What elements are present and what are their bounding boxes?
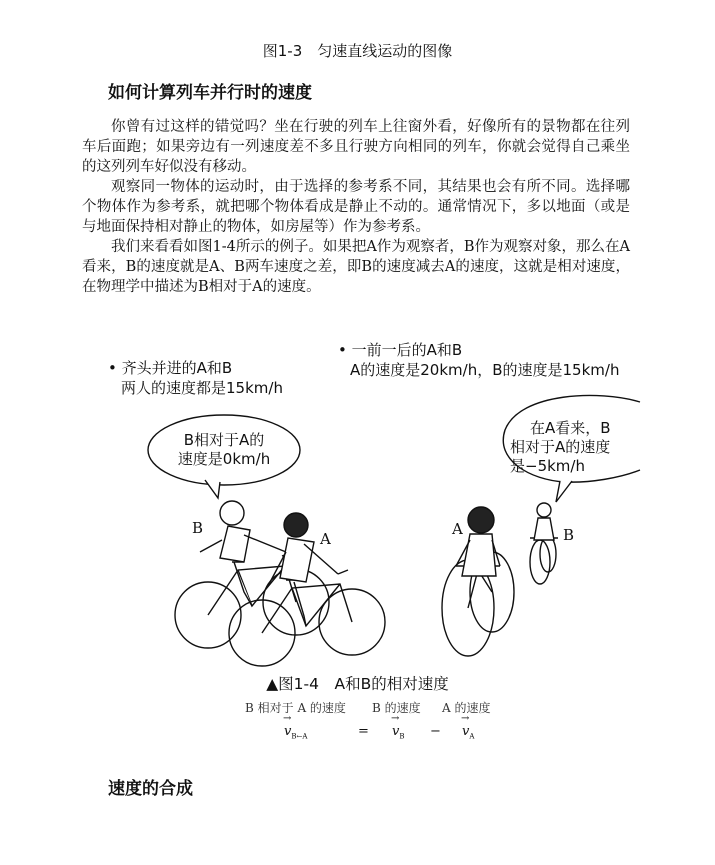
- bubble-right-line2: 相对于A的速度: [510, 438, 611, 456]
- figure-caption: ▲图1-4 A和B的相对速度: [266, 675, 449, 693]
- paragraph-3: 我们来看看如图1-4所示的例子。如果把A作为观察者，B作为观察对象，那么在A看来，B的速度就是A、B两车速度之差，即B的速度减去A的速度，这就是相对速度，在物理学中描述为B相对于A的速度。: [82, 239, 630, 295]
- bullet-right-line2: A的速度是20km/h，B的速度是15km/h: [350, 361, 620, 379]
- eq-word-b: B 的速度: [372, 701, 421, 715]
- rider-b-left: [200, 501, 286, 606]
- label-b-right: B: [563, 526, 575, 544]
- bullet-side-by-side: [108, 358, 283, 398]
- bullet-dot-icon: •: [108, 359, 122, 377]
- bubble-right-line3: 是−5km/h: [510, 457, 585, 475]
- bullet-one-behind: [338, 340, 650, 380]
- bubble-left-text: [160, 431, 288, 469]
- rider-b-right: [534, 503, 554, 540]
- bubble-right-text: [510, 419, 640, 476]
- bullet-dot-icon: •: [338, 341, 352, 359]
- eq-minus: −: [430, 724, 441, 739]
- label-a-left: A: [320, 530, 331, 548]
- bubble-right-line1: 在A看来，B: [530, 419, 611, 437]
- body-text: [82, 117, 630, 297]
- eq-v-a: → $v_A$: [461, 713, 475, 741]
- label-a-right: A: [452, 520, 463, 538]
- bullet-left-line2: 两人的速度都是15km/h: [121, 379, 283, 397]
- eq-word-relative: B 相对于 A 的速度: [245, 701, 346, 715]
- bullet-right-line1: 一前一后的A和B: [351, 341, 463, 359]
- bicycle-a-left: [229, 570, 385, 666]
- section-title-trains: 如何计算列车并行时的速度: [108, 83, 312, 103]
- top-figure-caption: 图1-3 匀速直线运动的图像: [262, 42, 453, 60]
- paragraph-2: 观察同一物体的运动时，由于选择的参考系不同，其结果也会有所不同。选择哪个物体作为参考系，就把哪个物体看成是静止不动的。通常情况下，多以地面（或是与地面保持相对静止的物体，如房屋等）作为参考系。: [82, 179, 630, 235]
- section-title-velocity-composition: 速度的合成: [108, 779, 193, 799]
- bullet-left-line1: 齐头并进的A和B: [121, 359, 233, 377]
- bubble-left-line2: 速度是0km/h: [177, 450, 271, 468]
- bubble-left-line1: B相对于A的: [183, 431, 265, 449]
- eq-equals: =: [358, 724, 369, 739]
- bicycle-b-right: [530, 536, 558, 584]
- label-b-left: B: [192, 519, 204, 537]
- eq-v-b: → $v_B$: [391, 713, 405, 741]
- paragraph-1: 你曾有过这样的错觉吗？坐在行驶的列车上往窗外看，好像所有的景物都在往列车后面跑；如果旁边有一列速度差不多且行驶方向相同的列车，你就会觉得自己乘坐的这列列车好似没有移动。: [82, 119, 630, 175]
- eq-v-relative: → $v_{B\leftarrow A}$: [283, 713, 308, 741]
- eq-word-a: A 的速度: [442, 701, 491, 715]
